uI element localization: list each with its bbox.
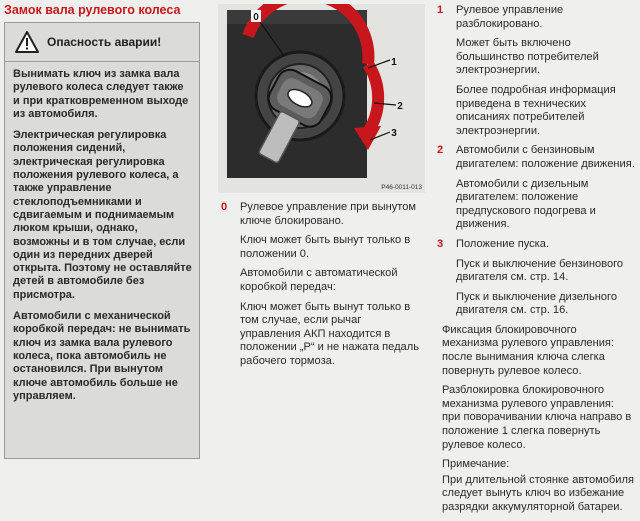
item-subtext: Более подробная информация приведена в технических описаниях потребителей электроэнергии. — [456, 83, 616, 137]
unlock-info-paragraph: Разблокировка блокировочного механизма рулевого управления: при поворачивании ключа направо в положение 1 слегка повернуть рулевое колесо. — [442, 384, 632, 451]
item-number: 1 — [437, 4, 444, 16]
item-number: 2 — [437, 144, 444, 157]
warning-paragraph: Автомобили с механической коробкой передач: не вынимать ключ из замка вала рулевого колеса, пока автомобиль не остановился. При вынутом ключе автомобиль больше не управляем. — [13, 310, 191, 402]
lock-info-paragraph: Фиксация блокировочного механизма рулевого управления: после вынимания ключа слегка повернуть рулевое колесо. — [442, 323, 615, 377]
list-item — [437, 4, 635, 138]
section-title: Замок вала рулевого колеса — [4, 3, 181, 17]
warning-paragraph: Вынимать ключ из замка вала рулевого колеса следует также и при кратковременном выходе из автомобиля. — [13, 68, 189, 120]
warning-box — [4, 22, 200, 459]
item-text: Положение пуска. — [456, 237, 550, 250]
item-number: 0 — [221, 201, 228, 213]
middle-column — [221, 201, 421, 375]
item-number: 3 — [437, 237, 444, 250]
list-item — [221, 201, 421, 369]
item-subtext: Ключ может быть вынут только в том случае, если рычаг управления АКП находится в положении „P“ и не нажата педаль рабочего тормоза. — [240, 300, 419, 367]
position-label-3: 3 — [391, 128, 397, 139]
note-text: При длительной стоянке автомобиля следует вынуть ключ во избежание разрядки аккумуляторной батареи. — [442, 473, 634, 513]
item-subtext: Пуск и выключение дизельного двигателя см. стр. 16. — [456, 290, 618, 317]
item-subtext: Может быть включено большинство потребителей электроэнергии. — [456, 37, 599, 77]
warning-title: Опасность аварии! — [47, 35, 162, 49]
item-text: Автомобили с бензиновым двигателем: положение движения. — [456, 144, 635, 170]
list-item — [437, 144, 635, 232]
position-label-0: 0 — [253, 12, 259, 23]
item-subtext: Автомобили с дизельным двигателем: положение предпускового подогрева и движения. — [456, 177, 596, 231]
item-text: Рулевое управление при вынутом ключе блокировано. — [240, 201, 417, 227]
position-label-1: 1 — [391, 57, 397, 68]
illustration-code: P46-0011-013 — [381, 184, 422, 191]
warning-header — [5, 23, 199, 62]
warning-paragraph: Электрическая регулировка положения сидений, электрическая регулировка положения рулевого колеса, а также управление стеклоподъемниками и сдвигаемым и поднимаемым люком крыши, однако, возможны и в том случае, если один из передних дверей открыта. Поэтому не оставляйте детей в автомобиле без присмотра. — [13, 129, 192, 301]
right-column — [437, 4, 635, 521]
warning-body — [5, 62, 199, 403]
item-subtext: Автомобили с автоматической коробкой передач: — [240, 267, 398, 293]
list-item — [437, 238, 635, 318]
position-label-2: 2 — [397, 101, 403, 112]
warning-triangle-icon — [15, 31, 39, 53]
note-label: Примечание: — [442, 458, 510, 471]
item-subtext: Пуск и выключение бензинового двигателя см. стр. 14. — [456, 257, 624, 284]
item-subtext: Ключ может быть вынут только в положении 0. — [240, 234, 411, 260]
ignition-lock-illustration — [218, 4, 425, 193]
item-text: Рулевое управление разблокировано. — [456, 4, 564, 30]
